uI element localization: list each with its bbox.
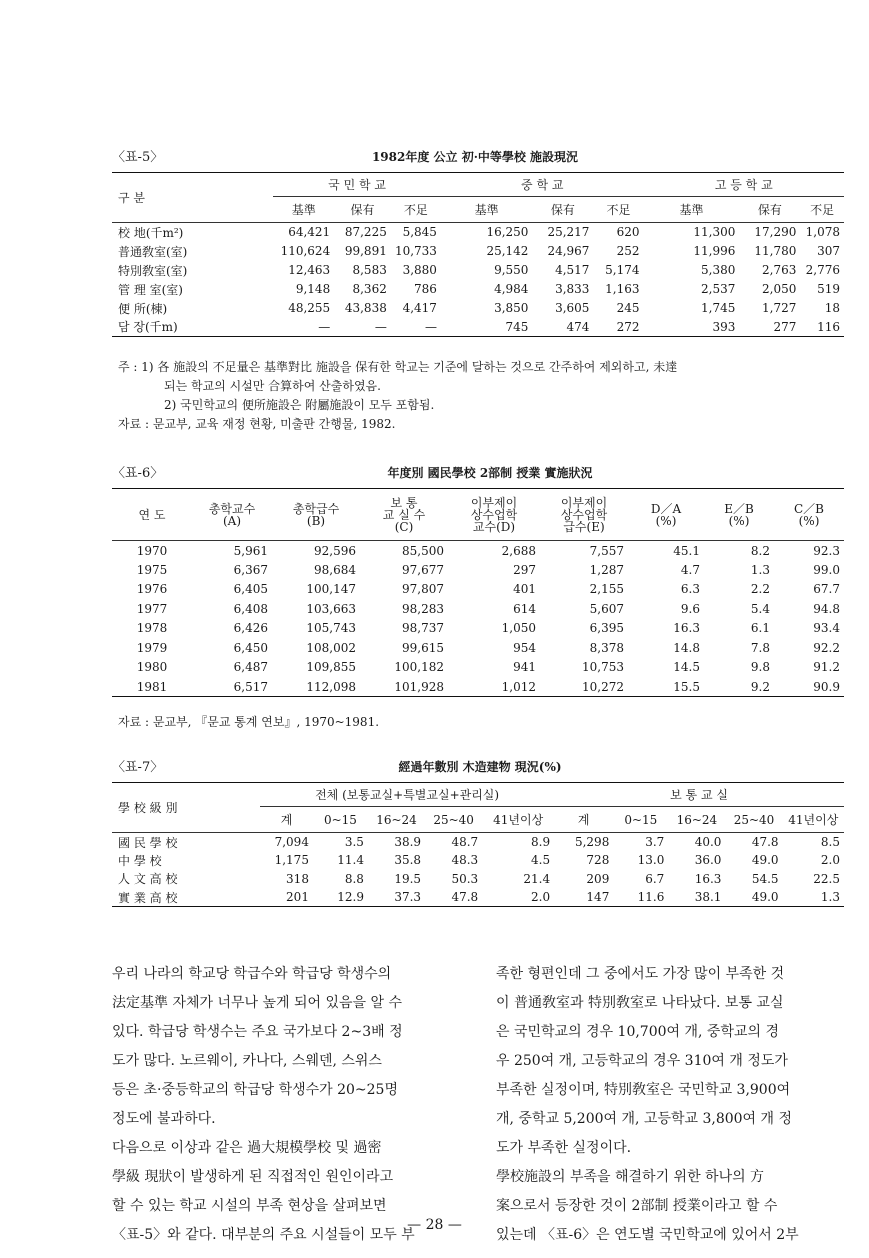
column-header: 연 도 [138, 507, 166, 522]
table-cell: 108,002 [306, 640, 356, 655]
table-row [112, 870, 844, 889]
row-label: 國 民 學 校 [118, 835, 178, 850]
row-year: 1980 [136, 660, 168, 675]
table-cell: 36.0 [694, 853, 722, 868]
table7-grid [112, 782, 844, 907]
table-cell: 99.0 [813, 562, 840, 577]
table-cell: 318 [286, 871, 309, 886]
table-cell: 2,537 [701, 282, 736, 296]
table-cell: 11,996 [693, 244, 736, 258]
row-label: 校 地(千m²) [118, 225, 184, 240]
table-cell: 2,155 [589, 582, 624, 597]
table-cell: 48.7 [451, 835, 479, 849]
table-cell: 5,845 [402, 225, 437, 240]
table-cell: 6,517 [233, 679, 268, 694]
table-cell: 90.9 [813, 679, 840, 694]
column-header: 이부제이 상수업학 급수(E) [560, 495, 608, 534]
table-cell: 277 [773, 319, 797, 334]
table-cell: 1,163 [605, 282, 640, 296]
table-cell: 17,290 [754, 225, 797, 240]
table-row [112, 280, 844, 299]
table-cell: 6,408 [233, 601, 268, 616]
table-cell: 7,557 [589, 543, 624, 558]
table-cell: 16.3 [694, 871, 722, 886]
table-cell: 2,763 [762, 263, 797, 277]
table5-group-high: 고 등 학 교 [644, 173, 844, 197]
table-cell: 954 [513, 640, 536, 655]
table-cell: 91.2 [813, 660, 840, 675]
text-line: 學校施設의 부족을 해결하기 위한 하나의 方 [496, 1169, 765, 1185]
row-label: 管 理 室(室) [118, 282, 183, 297]
text-line: 우 250여 개, 고등학교의 경우 310여 개 정도가 [496, 1053, 788, 1069]
table-row [112, 888, 844, 907]
table-row [112, 541, 844, 561]
column-header: 25~40 [433, 812, 474, 827]
text-line: 우리 나라의 학교당 학급수와 학급당 학생수의 [112, 966, 392, 982]
table-cell: 4,517 [555, 263, 590, 277]
row-label: 普通敎室(室) [118, 244, 188, 259]
table-cell: 49.0 [751, 890, 779, 904]
table-cell: 99,615 [402, 640, 444, 655]
table-cell: 6,367 [233, 562, 268, 577]
table-cell: 54.5 [751, 871, 779, 886]
table-cell: 11,300 [693, 225, 736, 240]
table-cell: 474 [566, 319, 590, 334]
table-cell: 100,182 [394, 660, 444, 675]
table-cell: — [424, 319, 437, 334]
table-cell: 112,098 [306, 679, 356, 694]
table-cell: 2.2 [750, 582, 770, 597]
table-cell: 35.8 [394, 853, 422, 868]
text-line: 學級 現狀이 발생하게 된 직접적인 원인이라고 [112, 1169, 394, 1185]
table-cell: 2.0 [531, 890, 551, 904]
column-header: 25~40 [733, 812, 775, 827]
column-header: 0~15 [624, 812, 658, 827]
table-cell: 6,487 [233, 660, 268, 675]
table7 [112, 782, 844, 907]
table7-label: 〈표-7〉 [112, 760, 164, 775]
table-cell: 6.3 [680, 582, 700, 597]
text-line: 도가 많다. 노르웨이, 카나다, 스웨덴, 스위스 [112, 1053, 382, 1069]
table-cell: 6,450 [233, 640, 268, 655]
text-line: 족한 형편인데 그 중에서도 가장 많이 부족한 것 [496, 966, 785, 982]
table-cell: 4.5 [531, 853, 551, 868]
table-row [112, 261, 844, 280]
table-cell: 2,776 [805, 263, 840, 277]
text-line: 정도에 불과하다. [112, 1111, 216, 1127]
table-row [112, 619, 844, 639]
table-cell: 110,624 [280, 244, 331, 258]
row-label: 便 所(棟) [118, 301, 168, 316]
table-cell: 48.3 [451, 853, 479, 868]
table-cell: 87,225 [344, 225, 387, 240]
table-cell: 745 [505, 319, 529, 334]
table-cell: 519 [817, 282, 840, 296]
text-line: 할 수 있는 학교 시설의 부족 현상을 살펴보면 [112, 1198, 387, 1214]
table-cell: 1,287 [589, 562, 624, 577]
table-cell: 10,753 [582, 660, 624, 675]
table-cell: — [318, 319, 331, 334]
table-cell: 2,688 [501, 543, 536, 558]
table6-source: 자료 : 문교부, 『문교 통계 연보』, 1970~1981. [118, 715, 380, 729]
table-cell: 4,984 [494, 282, 529, 296]
table-cell: 941 [513, 660, 536, 675]
table-cell: 5.4 [750, 601, 770, 616]
table-cell: 1,078 [805, 225, 840, 240]
column-header: 16~24 [376, 812, 417, 827]
table5-note-2: 2) 국민학교의 便所施設은 附屬施設이 모두 포함됨. [164, 398, 435, 412]
row-year: 1977 [136, 601, 168, 616]
table-cell: 401 [513, 582, 536, 597]
table-row [112, 318, 844, 337]
table-cell: 272 [616, 319, 640, 334]
table-cell: 9.8 [750, 660, 770, 675]
table-cell: 14.8 [673, 640, 700, 655]
table-row [112, 223, 844, 242]
table-cell: 11.4 [337, 853, 364, 868]
table-cell: 620 [616, 225, 640, 240]
table-cell: 11.6 [637, 890, 665, 904]
table-cell: 8,378 [589, 640, 624, 655]
table-cell: 98,737 [402, 621, 444, 636]
table6-label: 〈표-6〉 [112, 466, 164, 481]
row-label: 特別敎室(室) [118, 263, 188, 278]
table-cell: 1,727 [762, 301, 797, 315]
column-header: 계 [280, 813, 293, 827]
table-cell: 9.6 [680, 601, 700, 616]
table-cell: 97,677 [402, 562, 444, 577]
table-cell: 6.7 [645, 871, 665, 886]
body-text-left [112, 960, 464, 1250]
table-cell: 5,298 [574, 835, 610, 849]
column-header: 계 [577, 813, 590, 827]
table-cell: 5,380 [701, 263, 736, 277]
table-cell: 98,283 [402, 601, 444, 616]
table-cell: — [374, 319, 387, 334]
row-year: 1981 [136, 679, 168, 694]
table-cell: 6,405 [233, 582, 268, 597]
table-cell: 92.2 [813, 640, 840, 655]
table5-note-1-cont: 되는 학교의 시설만 合算하여 산출하였음. [164, 379, 381, 393]
table-cell: 614 [513, 601, 536, 616]
row-year: 1979 [136, 640, 168, 655]
table-cell: 103,663 [306, 601, 356, 616]
table5-group-middle: 중 학 교 [441, 173, 644, 197]
text-line: 있는데 〈표-6〉은 연도별 국민학교에 있어서 2부 [496, 1227, 799, 1243]
table-cell: 5,961 [233, 543, 268, 558]
table5-gubun-header: 구 분 [112, 173, 273, 223]
table-cell: 19.5 [394, 871, 422, 886]
table5-grid [112, 172, 844, 337]
body-text-right [496, 960, 848, 1250]
table-cell: 4.7 [680, 562, 700, 577]
table-cell: 6.1 [750, 621, 770, 636]
row-label: 人 文 高 校 [118, 872, 178, 887]
table-cell: 4,417 [402, 301, 437, 315]
table5-sub-header: 保有 [550, 203, 575, 217]
table-cell: 38.1 [694, 890, 722, 904]
table-cell: 99,891 [344, 244, 387, 258]
table5-title: 1982年度 公立 初·中等學校 施設現況 [371, 150, 579, 164]
table-cell: 8.5 [820, 835, 840, 849]
table-row [112, 658, 844, 678]
column-header: 0~15 [323, 812, 357, 827]
table-cell: 12,463 [288, 263, 331, 277]
table-cell: 393 [712, 319, 736, 334]
table6-grid [112, 488, 844, 697]
table-cell: 1,745 [701, 301, 736, 315]
table5-sub-header: 基準 [474, 203, 499, 217]
text-line: 등은 초·중등학교의 학급당 학생수가 20~25명 [112, 1082, 398, 1098]
row-year: 1976 [136, 582, 168, 597]
table-cell: 22.5 [813, 871, 840, 886]
table-cell: 7,094 [274, 835, 309, 849]
text-line: 法定基準 자체가 너무나 높게 되어 있음을 알 수 [112, 995, 403, 1011]
table-cell: 7.8 [750, 640, 770, 655]
table-cell: 11,780 [754, 244, 797, 258]
table-cell: 101,928 [394, 679, 444, 694]
column-header: 41년이상 [788, 813, 839, 827]
table5-source: 자료 : 문교부, 교육 재정 현황, 미출판 간행물, 1982. [118, 417, 396, 431]
table-cell: 94.8 [813, 601, 840, 616]
table6 [112, 488, 844, 697]
table-cell: 38.9 [394, 835, 422, 849]
column-header: 총학교수 (A) [208, 501, 256, 528]
table-cell: 3.7 [645, 835, 665, 849]
table-cell: 786 [414, 282, 437, 296]
table-cell: 1,050 [501, 621, 536, 636]
table-cell: 21.4 [523, 871, 551, 886]
table5-group-elementary: 국 민 학 교 [273, 173, 441, 197]
table-cell: 8.8 [344, 871, 364, 886]
row-year: 1975 [136, 562, 168, 577]
table-row [112, 599, 844, 619]
table-cell: 47.8 [451, 890, 479, 904]
table-cell: 25,217 [547, 225, 590, 240]
table-cell: 16,250 [486, 225, 529, 240]
column-header: 이부제이 상수업학 교수(D) [470, 495, 518, 534]
table-cell: 3.5 [344, 835, 364, 849]
table-row [112, 242, 844, 261]
table5-sub-header: 基準 [679, 203, 704, 217]
table5-sub-header: 基準 [291, 203, 316, 217]
page-number: — 28 — [407, 1217, 462, 1233]
column-header: D／A (%) [650, 501, 682, 528]
table-cell: 67.7 [813, 582, 840, 597]
table-row [112, 851, 844, 870]
table-cell: 43,838 [344, 301, 387, 315]
table-cell: 109,855 [306, 660, 356, 675]
table-row [112, 299, 844, 318]
table-cell: 8.2 [750, 543, 770, 558]
table-cell: 5,607 [589, 601, 624, 616]
table5-sub-header: 保有 [757, 203, 782, 217]
text-line: 은 국민학교의 경우 10,700여 개, 중학교의 경 [496, 1024, 779, 1040]
table-cell: 1,012 [501, 679, 536, 694]
table-cell: 245 [616, 301, 640, 315]
row-year: 1970 [136, 543, 168, 558]
row-label: 中 學 校 [118, 853, 162, 868]
table5-label: 〈표-5〉 [112, 150, 164, 165]
table-cell: 147 [586, 890, 610, 904]
table5-sub-header: 不足 [403, 203, 428, 217]
table-cell: 9,550 [494, 263, 529, 277]
table7-school-header: 學 校 級 別 [112, 783, 260, 833]
row-year: 1978 [136, 621, 168, 636]
table-cell: 209 [586, 871, 610, 886]
table5-sub-header: 不足 [606, 203, 631, 217]
text-line: 다음으로 이상과 같은 過大規模學校 및 過密 [112, 1140, 382, 1156]
table-cell: 14.5 [673, 660, 700, 675]
table-cell: 6,426 [233, 621, 268, 636]
table-cell: 10,272 [582, 679, 624, 694]
table-cell: 25,142 [486, 244, 529, 258]
table-cell: 37.3 [394, 890, 422, 904]
table6-title: 年度別 國民學校 2部制 授業 實施狀況 [387, 466, 593, 480]
row-label: 담 장(千m) [118, 320, 178, 335]
table-cell: 6,395 [589, 621, 624, 636]
table-cell: 3,833 [555, 282, 590, 296]
table-cell: 252 [616, 244, 640, 258]
table-cell: 1,175 [274, 853, 309, 868]
table-cell: 116 [817, 319, 840, 334]
table-cell: 728 [586, 853, 610, 868]
row-label: 實 業 高 校 [118, 890, 178, 905]
table-cell: 47.8 [751, 835, 779, 849]
table-cell: 8.9 [531, 835, 551, 849]
table-cell: 48,255 [288, 301, 331, 315]
table-cell: 3,850 [494, 301, 529, 315]
table7-group-total: 전체 (보통교실+특별교실+관리실) [260, 783, 554, 807]
table-cell: 10,733 [394, 244, 437, 258]
table-cell: 201 [286, 890, 309, 904]
column-header: 보 통 교 실 수 (C) [382, 495, 426, 534]
table-cell: 100,147 [306, 582, 356, 597]
column-header: 총학급수 (B) [292, 501, 340, 528]
table5-sub-header: 保有 [350, 203, 375, 217]
table-cell: 5,174 [605, 263, 640, 277]
table5-notes [118, 358, 848, 434]
table-cell: 16.3 [673, 621, 700, 636]
column-header: C／B (%) [793, 501, 824, 528]
table-cell: 85,500 [402, 543, 444, 558]
table7-title: 經過年數別 木造建物 現況(%) [398, 760, 562, 774]
table-cell: 1.3 [820, 890, 840, 904]
table-cell: 9.2 [750, 679, 770, 694]
table7-group-classroom: 보 통 교 실 [554, 783, 844, 807]
table5-note-1: 주 : 1) 各 施設의 不足量은 基準對比 施設을 保有한 학교는 기준에 달하는 것으로 간주하여 제외하고, 未達 [118, 360, 678, 374]
table-row [112, 560, 844, 580]
table-cell: 13.0 [637, 853, 665, 868]
text-line: 도가 부족한 실정이다. [496, 1140, 632, 1156]
table-cell: 50.3 [451, 871, 479, 886]
table-row [112, 677, 844, 697]
table-cell: 297 [513, 562, 536, 577]
table-cell: 1.3 [750, 562, 770, 577]
table-cell: 49.0 [751, 853, 779, 868]
column-header: 16~24 [676, 812, 718, 827]
table-cell: 93.4 [813, 621, 840, 636]
table5 [112, 172, 844, 337]
text-line: 있다. 학급당 학생수는 주요 국가보다 2~3배 정 [112, 1024, 403, 1040]
column-header: 41년이상 [493, 813, 544, 827]
text-line: 개, 중학교 5,200여 개, 고등학교 3,800여 개 정 [496, 1111, 793, 1127]
table-cell: 2.0 [820, 853, 840, 868]
table-cell: 105,743 [306, 621, 356, 636]
table-cell: 45.1 [673, 543, 700, 558]
table-cell: 12.9 [337, 890, 364, 904]
table-cell: 15.5 [673, 679, 700, 694]
text-line: 이 普通敎室과 特別敎室로 나타났다. 보통 교실 [496, 995, 784, 1011]
table5-sub-header: 不足 [810, 203, 835, 217]
table-cell: 3,605 [555, 301, 590, 315]
table-cell: 64,421 [288, 225, 331, 240]
table-row [112, 580, 844, 600]
table-cell: 3,880 [402, 263, 437, 277]
table-cell: 98,684 [314, 562, 356, 577]
table-cell: 8,583 [352, 263, 387, 277]
table-cell: 18 [824, 301, 840, 315]
table-row [112, 833, 844, 852]
text-line: 부족한 실정이며, 特別敎室은 국민학교 3,900여 [496, 1082, 791, 1098]
table-cell: 8,362 [352, 282, 387, 296]
column-header: E／B (%) [724, 501, 754, 528]
table-cell: 92,596 [314, 543, 356, 558]
table-cell: 24,967 [547, 244, 590, 258]
text-line: 〈표-5〉와 같다. 대부분의 주요 시설들이 모두 부 [112, 1227, 415, 1243]
text-line: 案으로서 등장한 것이 2部制 授業이라고 할 수 [496, 1198, 778, 1214]
table-cell: 40.0 [694, 835, 722, 849]
table-cell: 9,148 [295, 282, 331, 296]
table-cell: 92.3 [813, 543, 840, 558]
table-row [112, 638, 844, 658]
table-cell: 97,807 [402, 582, 444, 597]
table-cell: 307 [817, 244, 840, 258]
table-cell: 2,050 [762, 282, 797, 296]
